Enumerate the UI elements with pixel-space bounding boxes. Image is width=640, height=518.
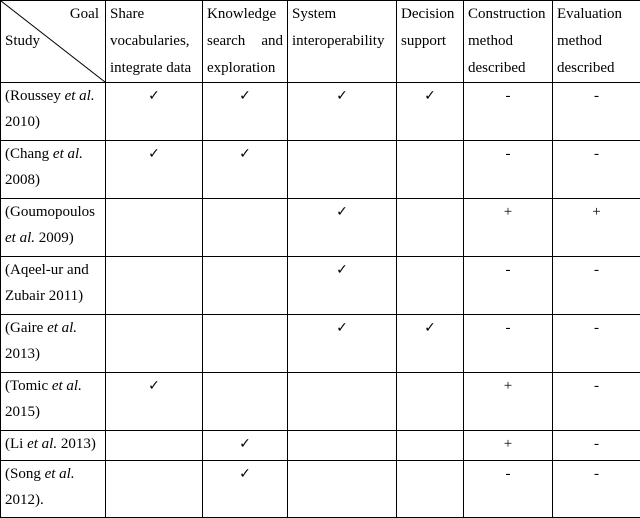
knowledge-cell [203, 373, 288, 431]
study-cell [1, 257, 106, 315]
study-text: et al. [52, 378, 82, 394]
study-text: 2013) [57, 436, 96, 452]
decision-cell [397, 431, 464, 461]
system-cell [288, 199, 397, 257]
knowledge-cell [203, 257, 288, 315]
header-row [1, 1, 640, 83]
checkmark-icon: ✓ [239, 88, 251, 104]
checkmark-icon: ✓ [148, 146, 160, 162]
study-text: 2012). [5, 492, 44, 508]
evaluation-value: - [594, 436, 599, 452]
share-cell [106, 141, 203, 199]
construction-value: - [506, 262, 511, 278]
study-cell [1, 141, 106, 199]
construction-cell [464, 199, 553, 257]
construction-cell [464, 257, 553, 315]
system-cell [288, 461, 397, 518]
evaluation-cell [553, 461, 640, 518]
study-cell [1, 431, 106, 461]
table-row [1, 373, 640, 431]
construction-cell [464, 141, 553, 199]
study-text: 2010) [5, 114, 40, 130]
share-cell [106, 373, 203, 431]
share-cell [106, 315, 203, 373]
evaluation-cell [553, 431, 640, 461]
evaluation-value: - [594, 466, 599, 482]
col-header-construction: Construction method described [464, 1, 553, 83]
knowledge-cell [203, 199, 288, 257]
share-cell [106, 461, 203, 518]
evaluation-value: - [594, 146, 599, 162]
checkmark-icon: ✓ [424, 320, 436, 336]
checkmark-icon: ✓ [239, 146, 251, 162]
construction-value: + [504, 378, 512, 394]
col-header-evaluation: Evaluation method described [553, 1, 640, 83]
checkmark-icon: ✓ [336, 262, 348, 278]
decision-cell [397, 83, 464, 141]
construction-value: - [506, 320, 511, 336]
share-cell [106, 199, 203, 257]
construction-value: - [506, 146, 511, 162]
construction-cell [464, 373, 553, 431]
study-text: 2015) [5, 404, 40, 420]
col-header-knowledge: Knowledge search and exploration [203, 1, 288, 83]
system-cell [288, 141, 397, 199]
knowledge-cell [203, 431, 288, 461]
knowledge-cell [203, 315, 288, 373]
study-cell [1, 199, 106, 257]
table-row [1, 315, 640, 373]
decision-cell [397, 257, 464, 315]
system-cell [288, 83, 397, 141]
table-row [1, 83, 640, 141]
system-cell [288, 373, 397, 431]
study-cell [1, 373, 106, 431]
knowledge-cell [203, 141, 288, 199]
study-text: (Goumopoulos [5, 204, 95, 220]
study-text: (Aqeel-ur and [5, 262, 89, 278]
evaluation-value: + [592, 204, 600, 220]
checkmark-icon: ✓ [148, 88, 160, 104]
share-cell [106, 257, 203, 315]
checkmark-icon: ✓ [239, 436, 251, 452]
construction-value: - [506, 466, 511, 482]
system-cell [288, 431, 397, 461]
goal-study-header [1, 1, 106, 83]
study-text: 2013) [5, 346, 40, 362]
construction-cell [464, 431, 553, 461]
decision-cell [397, 199, 464, 257]
col-header-decision: Decision support [397, 1, 464, 83]
study-text: et al. [53, 146, 83, 162]
knowledge-cell [203, 83, 288, 141]
construction-value: + [504, 436, 512, 452]
checkmark-icon: ✓ [336, 204, 348, 220]
study-text: 2008) [5, 172, 40, 188]
study-text: et al. [27, 436, 57, 452]
construction-cell [464, 315, 553, 373]
study-text: (Gaire [5, 320, 47, 336]
evaluation-cell [553, 257, 640, 315]
decision-cell [397, 373, 464, 431]
construction-cell [464, 83, 553, 141]
table-row [1, 461, 640, 518]
study-text: (Tomic [5, 378, 52, 394]
study-text: 2009) [35, 230, 74, 246]
study-label: Study [5, 28, 40, 55]
evaluation-value: - [594, 262, 599, 278]
study-text: (Li [5, 436, 27, 452]
checkmark-icon: ✓ [336, 88, 348, 104]
checkmark-icon: ✓ [239, 466, 251, 482]
evaluation-cell [553, 83, 640, 141]
evaluation-value: - [594, 378, 599, 394]
evaluation-value: - [594, 320, 599, 336]
construction-value: + [504, 204, 512, 220]
study-text: Zubair 2011) [5, 288, 83, 304]
col-header-share: Share vocabularies, integrate data [106, 1, 203, 83]
checkmark-icon: ✓ [148, 378, 160, 394]
system-cell [288, 257, 397, 315]
system-cell [288, 315, 397, 373]
knowledge-cell [203, 461, 288, 518]
study-text: et al. [65, 88, 95, 104]
table-row [1, 141, 640, 199]
table-row [1, 431, 640, 461]
checkmark-icon: ✓ [424, 88, 436, 104]
study-cell [1, 83, 106, 141]
col-header-system: System interoperability [288, 1, 397, 83]
evaluation-value: - [594, 88, 599, 104]
evaluation-cell [553, 315, 640, 373]
study-text: et al. [45, 466, 75, 482]
study-cell [1, 315, 106, 373]
study-text: (Roussey [5, 88, 65, 104]
study-text: et al. [5, 230, 35, 246]
decision-cell [397, 315, 464, 373]
construction-value: - [506, 88, 511, 104]
study-text: et al. [47, 320, 77, 336]
checkmark-icon: ✓ [336, 320, 348, 336]
share-cell [106, 83, 203, 141]
study-text: (Song [5, 466, 45, 482]
share-cell [106, 431, 203, 461]
construction-cell [464, 461, 553, 518]
evaluation-cell [553, 199, 640, 257]
study-cell [1, 461, 106, 518]
study-text: (Chang [5, 146, 53, 162]
goal-label: Goal [70, 1, 99, 28]
table-row [1, 257, 640, 315]
table-row [1, 199, 640, 257]
evaluation-cell [553, 373, 640, 431]
evaluation-cell [553, 141, 640, 199]
decision-cell [397, 141, 464, 199]
decision-cell [397, 461, 464, 518]
